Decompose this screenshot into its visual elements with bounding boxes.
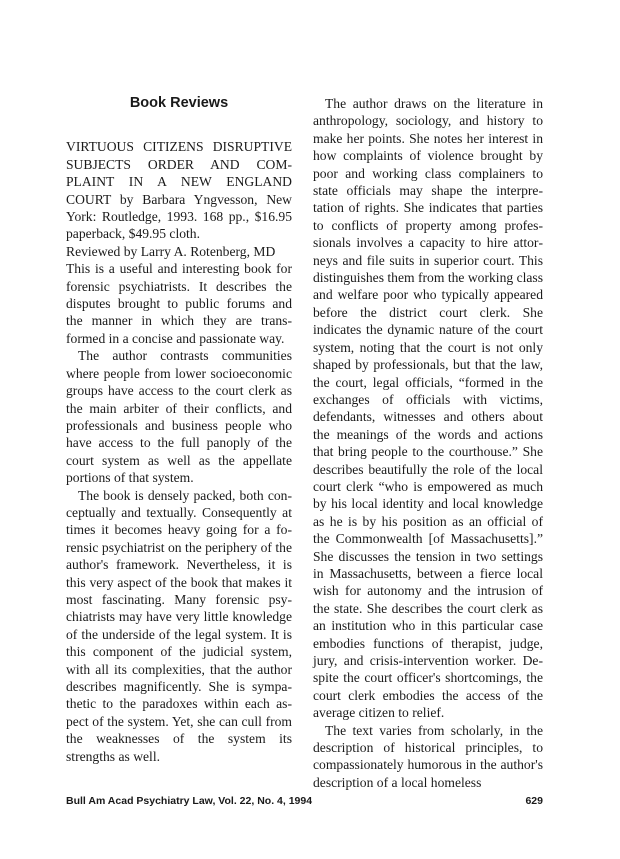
right-paragraph-1: The author draws on the literature in anthropology, sociology, and history to make her points. She notes her interest in how complaints of violence brought by poor and working class complainers to state officials may shape the interpretation of rights. She indicates that parties to conflicts of property among professionals involves a capacity to hire attorneys and file suits in superior court. This distinguishes them from the working class and welfare poor who typically appeared before the district court clerk. She indicates the dynamic nature of the court system, noting that the court is not only shaped by professionals, but that the law, the court, legal officials, “formed in the exchanges of officials with victims, defendants, witnesses and others about the meanings of the words and actions that bring people to the courthouse.” She describes beautifully the role of the local court clerk “who is empowered as much by his local identity and local knowledge as he is by his position as an official of the Commonwealth [of Massachusetts].” She discusses the tension in two settings in Massachusetts, between a fierce local wish for autonomy and the intrusion of the state. She describes the court clerk as an institution who in this particular case embodies functions of therapist, judge, jury, and crisis-intervention worker. Despite the court officer's shortcomings, the court clerk embodies the access of the average citizen to relief. [313, 96, 543, 721]
book-title-entry: VIRTUOUS CITIZENS DISRUPTIVE SUBJECTS ORDER AND COMPLAINT IN A NEW ENGLAND COURT by Barbara Yngvesson, New York: Routledge, 1993. 168 pp., $16.95 paperback, $49.95 cloth. [66, 139, 292, 242]
journal-citation: Bull Am Acad Psychiatry Law, Vol. 22, No. 4, 1994 [66, 795, 313, 807]
right-column [313, 95, 543, 791]
reviewer-line: Reviewed by Larry A. Rotenberg, MD [66, 243, 276, 259]
left-paragraph-3: The book is densely packed, both conceptually and textually. Consequently at times it becomes heavy going for a forensic psychiatrist on the periphery of the author's framework. Nevertheless, it is this very aspect of the book that makes it most fascinating. Many forensic psychiatrists may have very little knowledge of the underside of the legal system. It is this component of the judicial system, with all its complexities, that the author describes magnificently. She is sympathetic to the paradoxes within each aspect of the system. Yet, she can cull from the weaknesses of the system its strengths as well. [66, 487, 292, 764]
left-column [66, 95, 292, 765]
page-number: 629 [525, 795, 543, 807]
section-heading: Book Reviews [129, 95, 229, 111]
left-paragraph-1: This is a useful and interesting book for forensic psychiatrists. It describes the disputes brought to public forums and the manner in which they are transformed in a concise and passionate way. [66, 261, 292, 346]
right-paragraph-2: The text varies from scholarly, in the description of historical principles, to compassionately humorous in the author's description of a local homeless [313, 722, 543, 790]
left-paragraph-2: The author contrasts communities where people from lower socioeconomic groups have access to the court clerk as the main arbiter of their conflicts, and professionals and business people who have access to the full panoply of the court system as well as the appellate portions of that system. [66, 348, 292, 486]
